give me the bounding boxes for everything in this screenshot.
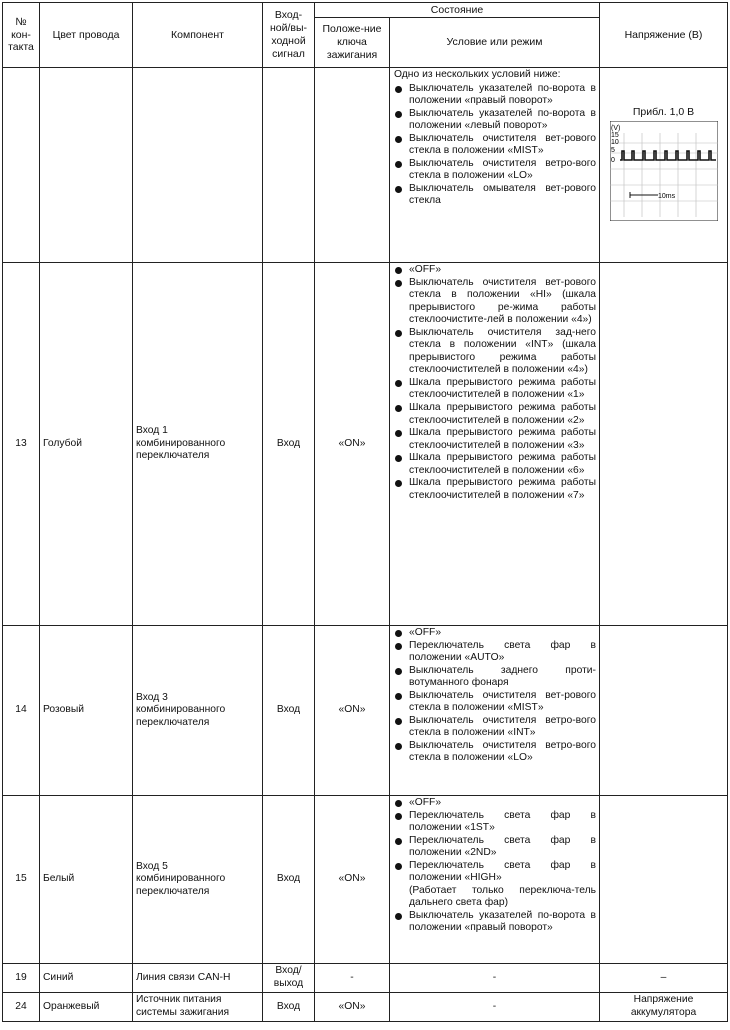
condition-list [394,83,596,208]
list-item: Выключатель заднего проти-вотуманного фонаря [394,665,596,690]
header-wire-color: Цвет провода [40,3,133,68]
list-item: Выключатель очистителя вет-рового стекла в положении «MIST» [394,690,596,715]
list-item-note: (Работает только переключа-тель дальнего света фар) [409,884,596,909]
list-item: Шкала прерывистого режима работы стеклоочистителей в положении «2» [394,402,596,427]
list-item: Переключатель света фар в положении «2ND» [394,835,596,860]
cell-key-position: «ON» [315,263,390,626]
osc-unit: (V) [610,124,620,132]
list-item: «OFF» [394,627,596,640]
list-item: Переключатель света фар в положении «AUTO» [394,640,596,665]
list-item: Выключатель очистителя ветро-вого стекла в положении «INT» [394,715,596,740]
header-state: Состояние [315,3,600,18]
cell-voltage-oscillogram [600,68,728,263]
cell-empty [133,68,263,263]
cell-empty [3,68,40,263]
cell-component: Вход 1 комбинированного переключателя [133,263,263,626]
connector-pinout-table [2,2,728,1022]
list-item: Шкала прерывистого режима работы стеклоочистителей в положении «6» [394,452,596,477]
cell-wire-color: Голубой [40,263,133,626]
cell-pin-number: 24 [3,993,40,1022]
list-item: Выключатель указателей по-ворота в положении «правый поворот» [394,83,596,108]
cell-conditions [390,263,600,626]
list-item: Выключатель очистителя вет-рового стекла в положении «MIST» [394,133,596,158]
table-row [3,626,728,796]
condition-list [394,797,596,935]
list-item: Выключатель указателей по-ворота в положении «правый поворот» [394,910,596,935]
osc-tick-0: 0 [610,156,615,164]
osc-time-scale: 10ms [657,192,675,200]
header-io-signal: Вход-ной/вы-ходной сигнал [263,3,315,68]
cell-key-position: - [315,964,390,993]
cell-voltage: Напряжение аккумулятора [600,993,728,1022]
cell-key-position: «ON» [315,993,390,1022]
cell-empty [315,68,390,263]
list-item: Переключатель света фар в положении «HIGH» [394,860,596,885]
cell-component: Источник питания системы зажигания [133,993,263,1022]
cell-io: Вход [263,263,315,626]
cell-conditions: - [390,964,600,993]
cell-component: Вход 3 комбинированного переключателя [133,626,263,796]
cell-conditions [390,796,600,964]
list-item: «OFF» [394,797,596,810]
cell-io: Вход [263,796,315,964]
header-pin-number: № кон-такта [3,3,40,68]
list-item: Выключатель указателей по-ворота в положении «левый поворот» [394,108,596,133]
header-key-position: Положе-ние ключа зажигания [315,18,390,68]
cell-pin-number: 13 [3,263,40,626]
cell-voltage [600,263,728,626]
osc-tick-10: 10 [610,138,619,146]
cell-key-position: «ON» [315,626,390,796]
header-voltage: Напряжение (В) [600,3,728,68]
cell-io: Вход [263,626,315,796]
osc-tick-5: 5 [610,146,615,154]
list-item: Выключатель очистителя вет-рового стекла в положении «HI» (шкала прерывистого ре-жима работы стеклоочистите-лей в положении «4») [394,277,596,327]
cell-component: Линия связи CAN-H [133,964,263,993]
cell-wire-color: Розовый [40,626,133,796]
list-item: «OFF» [394,264,596,277]
conditions-intro: Одно из нескольких условий ниже: [394,69,561,80]
cell-conditions [390,68,600,263]
cell-io: Вход [263,993,315,1022]
list-item: Выключатель очистителя зад-него стекла в положении «INT» (шкала прерывистого режима работы стеклоочистителей в положении «4») [394,327,596,377]
cell-empty [263,68,315,263]
voltage-approx-label: Прибл. 1,0 В [632,106,695,118]
list-item: Шкала прерывистого режима работы стеклоочистителей в положении «7» [394,477,596,502]
cell-wire-color: Белый [40,796,133,964]
cell-conditions: - [390,993,600,1022]
list-item: Выключатель очистителя ветро-вого стекла в положении «LO» [394,740,596,765]
cell-voltage: – [600,964,728,993]
cell-empty [40,68,133,263]
cell-pin-number: 15 [3,796,40,964]
list-item: Выключатель омывателя вет-рового стекла [394,183,596,208]
cell-pin-number: 19 [3,964,40,993]
cell-wire-color: Оранжевый [40,993,133,1022]
oscilloscope-waveform [610,121,718,221]
header-condition: Условие или режим [390,18,600,68]
table-row [3,263,728,626]
cell-wire-color: Синий [40,964,133,993]
list-item: Шкала прерывистого режима работы стеклоочистителей в положении «3» [394,427,596,452]
condition-list [394,264,596,502]
list-item: Переключатель света фар в положении «1ST» [394,810,596,835]
cell-component: Вход 5 комбинированного переключателя [133,796,263,964]
table-row-continuation [3,68,728,263]
list-item: Шкала прерывистого режима работы стеклоочистителей в положении «1» [394,377,596,402]
list-item: Выключатель очистителя ветро-вого стекла в положении «LO» [394,158,596,183]
header-component: Компонент [133,3,263,68]
cell-key-position: «ON» [315,796,390,964]
cell-voltage [600,796,728,964]
osc-tick-15: 15 [610,131,619,139]
table-row [3,964,728,993]
cell-voltage [600,626,728,796]
cell-pin-number: 14 [3,626,40,796]
table-row [3,796,728,964]
table-row [3,993,728,1022]
cell-conditions [390,626,600,796]
cell-io: Вход/выход [263,964,315,993]
condition-list [394,627,596,765]
